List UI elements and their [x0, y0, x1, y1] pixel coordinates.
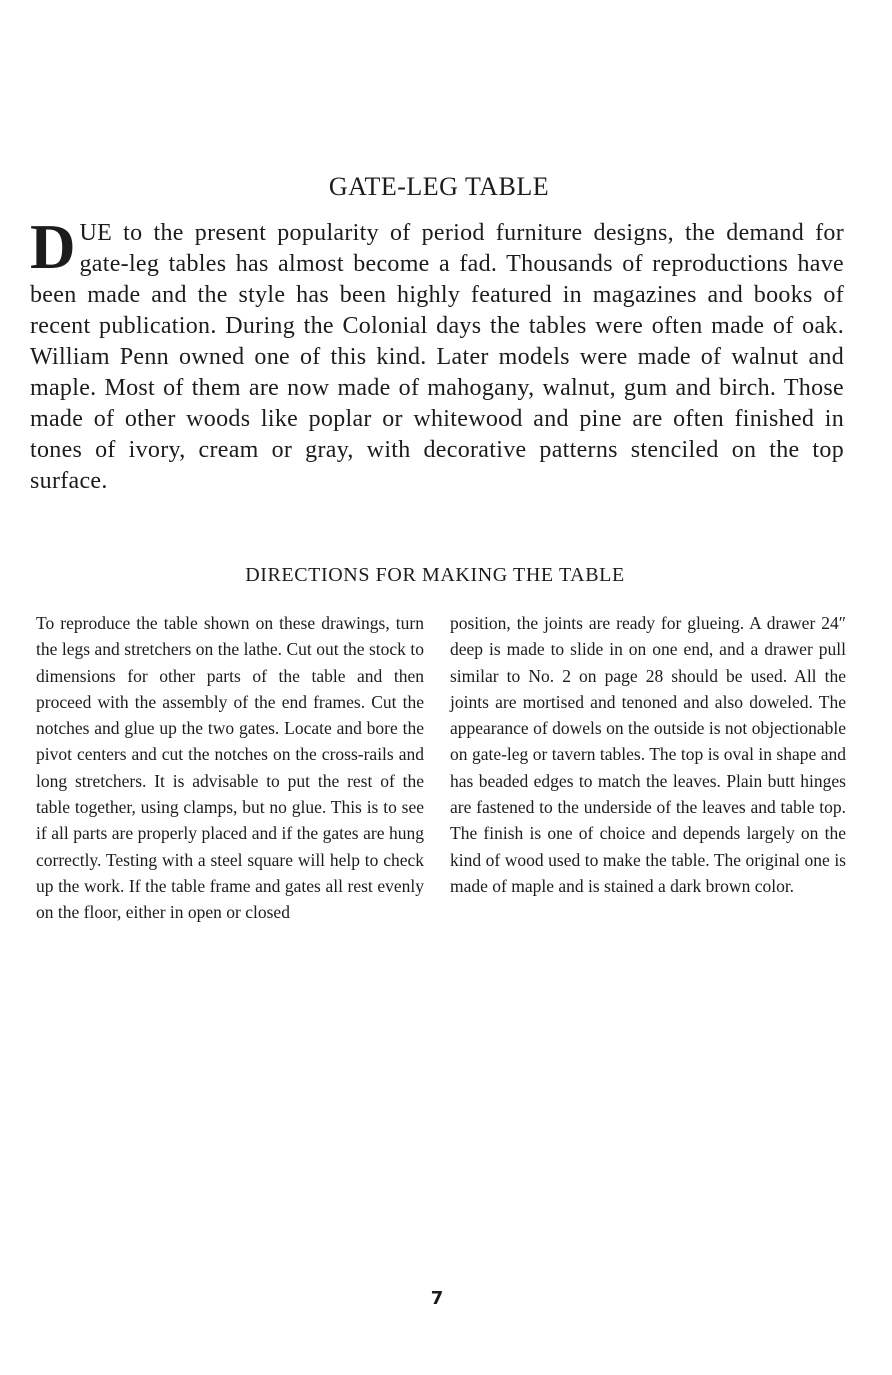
right-column-text: position, the joints are ready for glueing. A drawer 24″ deep is made to slide in on one end, and a drawer pull similar to No. 2 on page 28 should be used. All the joints are mortised and tenoned and also doweled. The appearance of dowels on the outside is not objectionable on gate-leg or tavern tables. The top is oval in shape and has beaded edges to match the leaves. Plain butt hinges are fastened to the underside of the leaves and table top. The finish is one of choice and depends largely on the kind of wood used to make the table. The original one is made of maple and is stained a dark brown color.	[450, 613, 846, 896]
section-heading: DIRECTIONS FOR MAKING THE TABLE	[245, 564, 625, 586]
left-column-text: To reproduce the table shown on these drawings, turn the legs and stretchers on the lathe. Cut out the stock to dimensions for other parts of the table and then proceed with the assembly of the end frames. Cut the notches and glue up the two gates. Locate and bore the pivot centers and cut the notches on the cross-rails and long stretchers. It is advisable to put the rest of the table together, using clamps, but no glue. This is to see if all parts are properly placed and if the gates are hung correctly. Testing with a steel square will help to check up the work. If the table frame and gates all rest evenly on the floor, either in open or closed	[36, 613, 424, 923]
intro-paragraph	[30, 212, 844, 497]
drop-cap: D	[30, 212, 76, 282]
intro-text: UE to the present popularity of period furniture designs, the demand for gate-leg tables has almost become a fad. Thousands of reproductions have been made and the style has been highly featured in magazines and books of recent publication. During the Colonial days the tables were often made of oak. William Penn owned one of this kind. Later models were made of walnut and maple. Most of them are now made of mahogany, walnut, gum and birch. Those made of other woods like poplar or whitewood and pine are often finished in tones of ivory, cream or gray, with decorative patterns stenciled on the top surface.	[30, 220, 844, 494]
page-title: GATE-LEG TABLE	[328, 172, 550, 201]
page-number: 7	[430, 1288, 444, 1309]
